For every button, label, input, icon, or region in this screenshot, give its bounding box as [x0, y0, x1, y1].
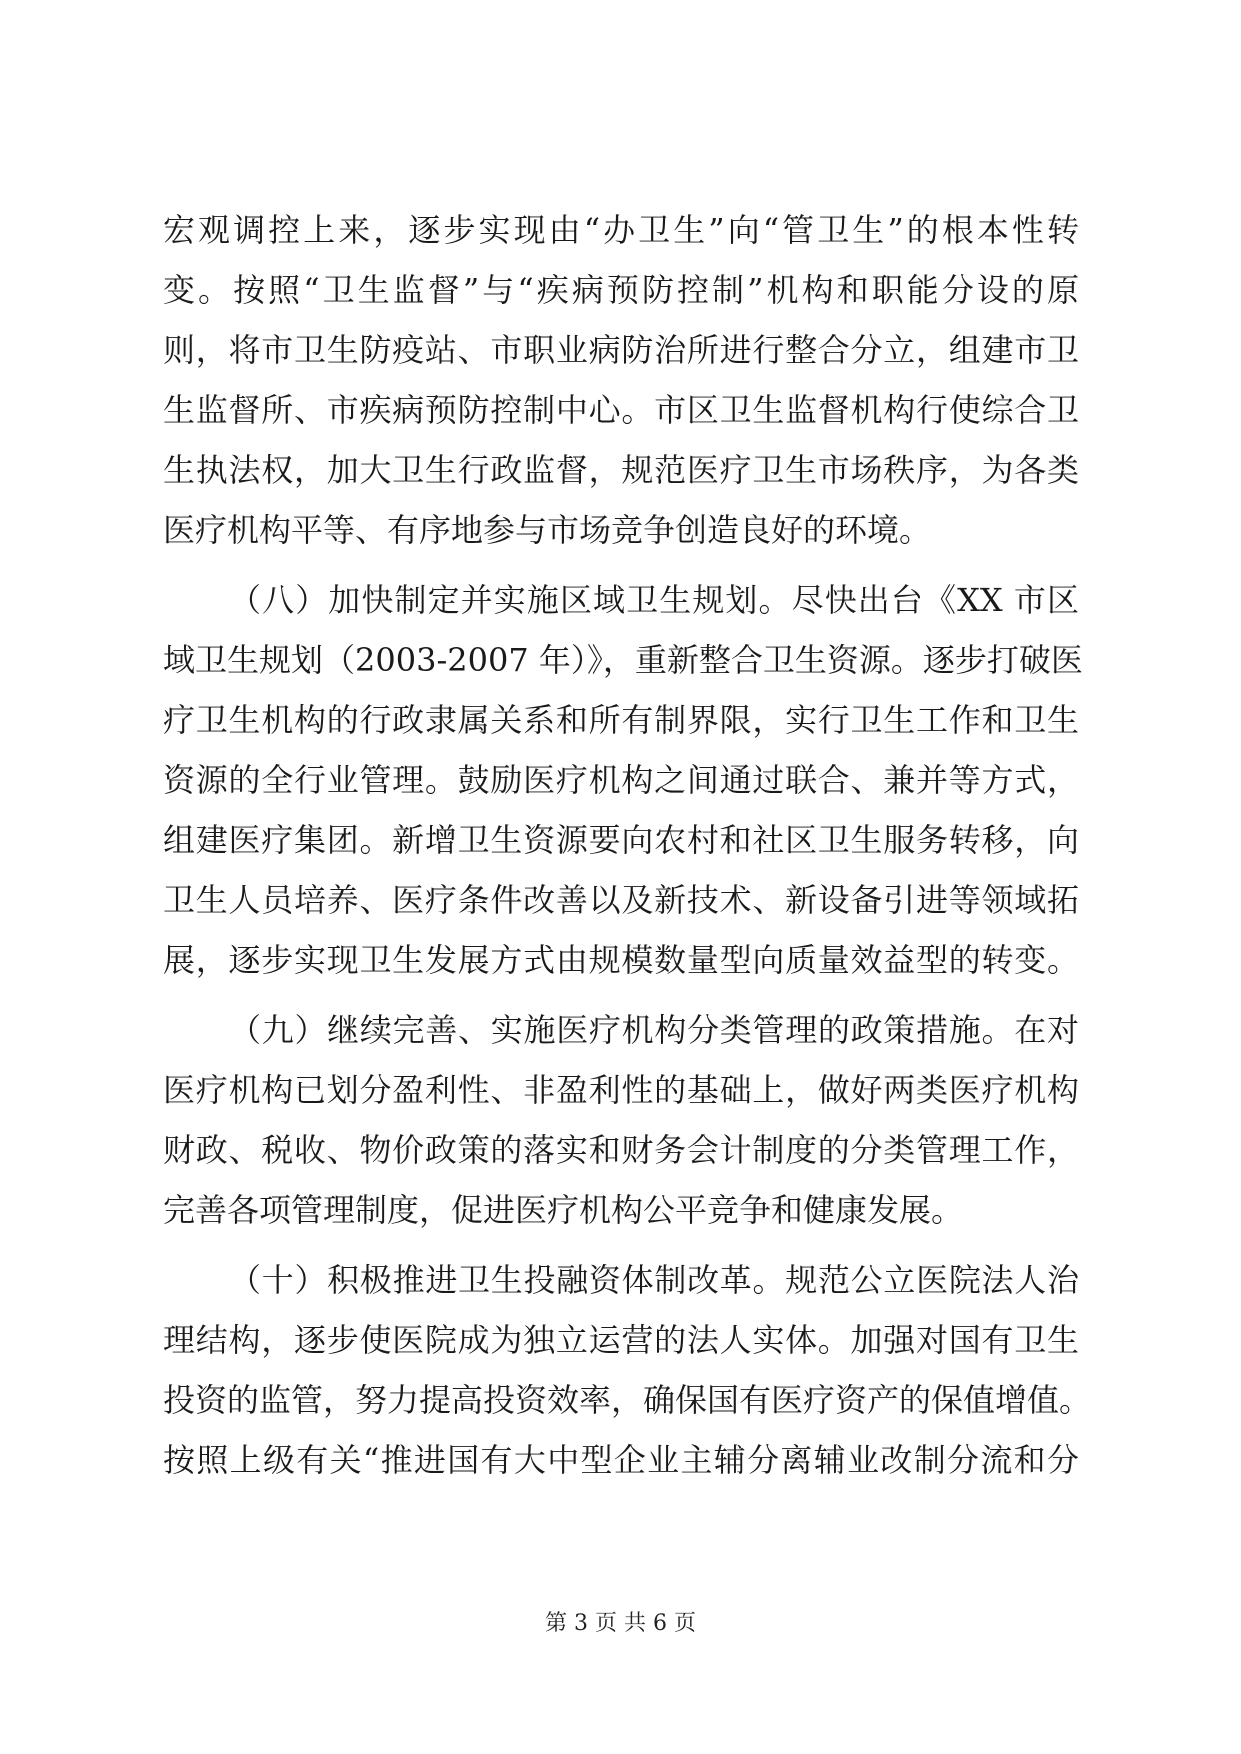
paragraph-start-line: （十）积极推进卫生投融资体制改革。规范公立医院法人治 — [229, 1261, 1079, 1299]
text-line: 疗卫生机构的行政隶属关系和所有制界限，实行卫生工作和卫生 — [163, 701, 1079, 739]
text-line: 变。按照“卫生监督”与“疾病预防控制”机构和职能分设的原 — [163, 271, 1079, 309]
text-line: 组建医疗集团。新增卫生资源要向农村和社区卫生服务转移，向 — [163, 821, 1079, 859]
text-line: 域卫生规划（2003-2007 年）》，重新整合卫生资源。逐步打破医 — [163, 641, 1083, 679]
text-line: 生执法权，加大卫生行政监督，规范医疗卫生市场秩序，为各类 — [163, 451, 1079, 489]
paragraph-start-line: （八）加快制定并实施区域卫生规划。尽快出台《XX 市区 — [229, 581, 1079, 619]
text-line: 理结构，逐步使医院成为独立运营的法人实体。加强对国有卫生 — [163, 1321, 1079, 1359]
text-line: 宏观调控上来，逐步实现由“办卫生”向“管卫生”的根本性转 — [163, 211, 1079, 249]
text-line: 完善各项管理制度，促进医疗机构公平竞争和健康发展。 — [163, 1191, 964, 1229]
text-line: 生监督所、市疾病预防控制中心。市区卫生监督机构行使综合卫 — [163, 391, 1079, 429]
text-line: 医疗机构平等、有序地参与市场竞争创造良好的环境。 — [163, 511, 932, 549]
text-line: 按照上级有关“推进国有大中型企业主辅分离辅业改制分流和分 — [163, 1441, 1079, 1479]
text-line: 投资的监管，努力提高投资效率，确保国有医疗资产的保值增值。 — [163, 1381, 1092, 1419]
text-line: 则，将市卫生防疫站、市职业病防治所进行整合分立，组建市卫 — [163, 331, 1079, 369]
paragraph-start-line: （九）继续完善、实施医疗机构分类管理的政策措施。在对 — [229, 1011, 1079, 1049]
page-number-footer: 第 3 页 共 6 页 — [545, 1611, 696, 1636]
text-line: 医疗机构已划分盈利性、非盈利性的基础上，做好两类医疗机构 — [163, 1071, 1079, 1109]
text-line: 展，逐步实现卫生发展方式由规模数量型向质量效益型的转变。 — [163, 941, 1079, 979]
text-line: 财政、税收、物价政策的落实和财务会计制度的分类管理工作， — [163, 1131, 1079, 1169]
text-line: 卫生人员培养、医疗条件改善以及新技术、新设备引进等领域拓 — [163, 881, 1079, 919]
text-line: 资源的全行业管理。鼓励医疗机构之间通过联合、兼并等方式， — [163, 761, 1079, 799]
